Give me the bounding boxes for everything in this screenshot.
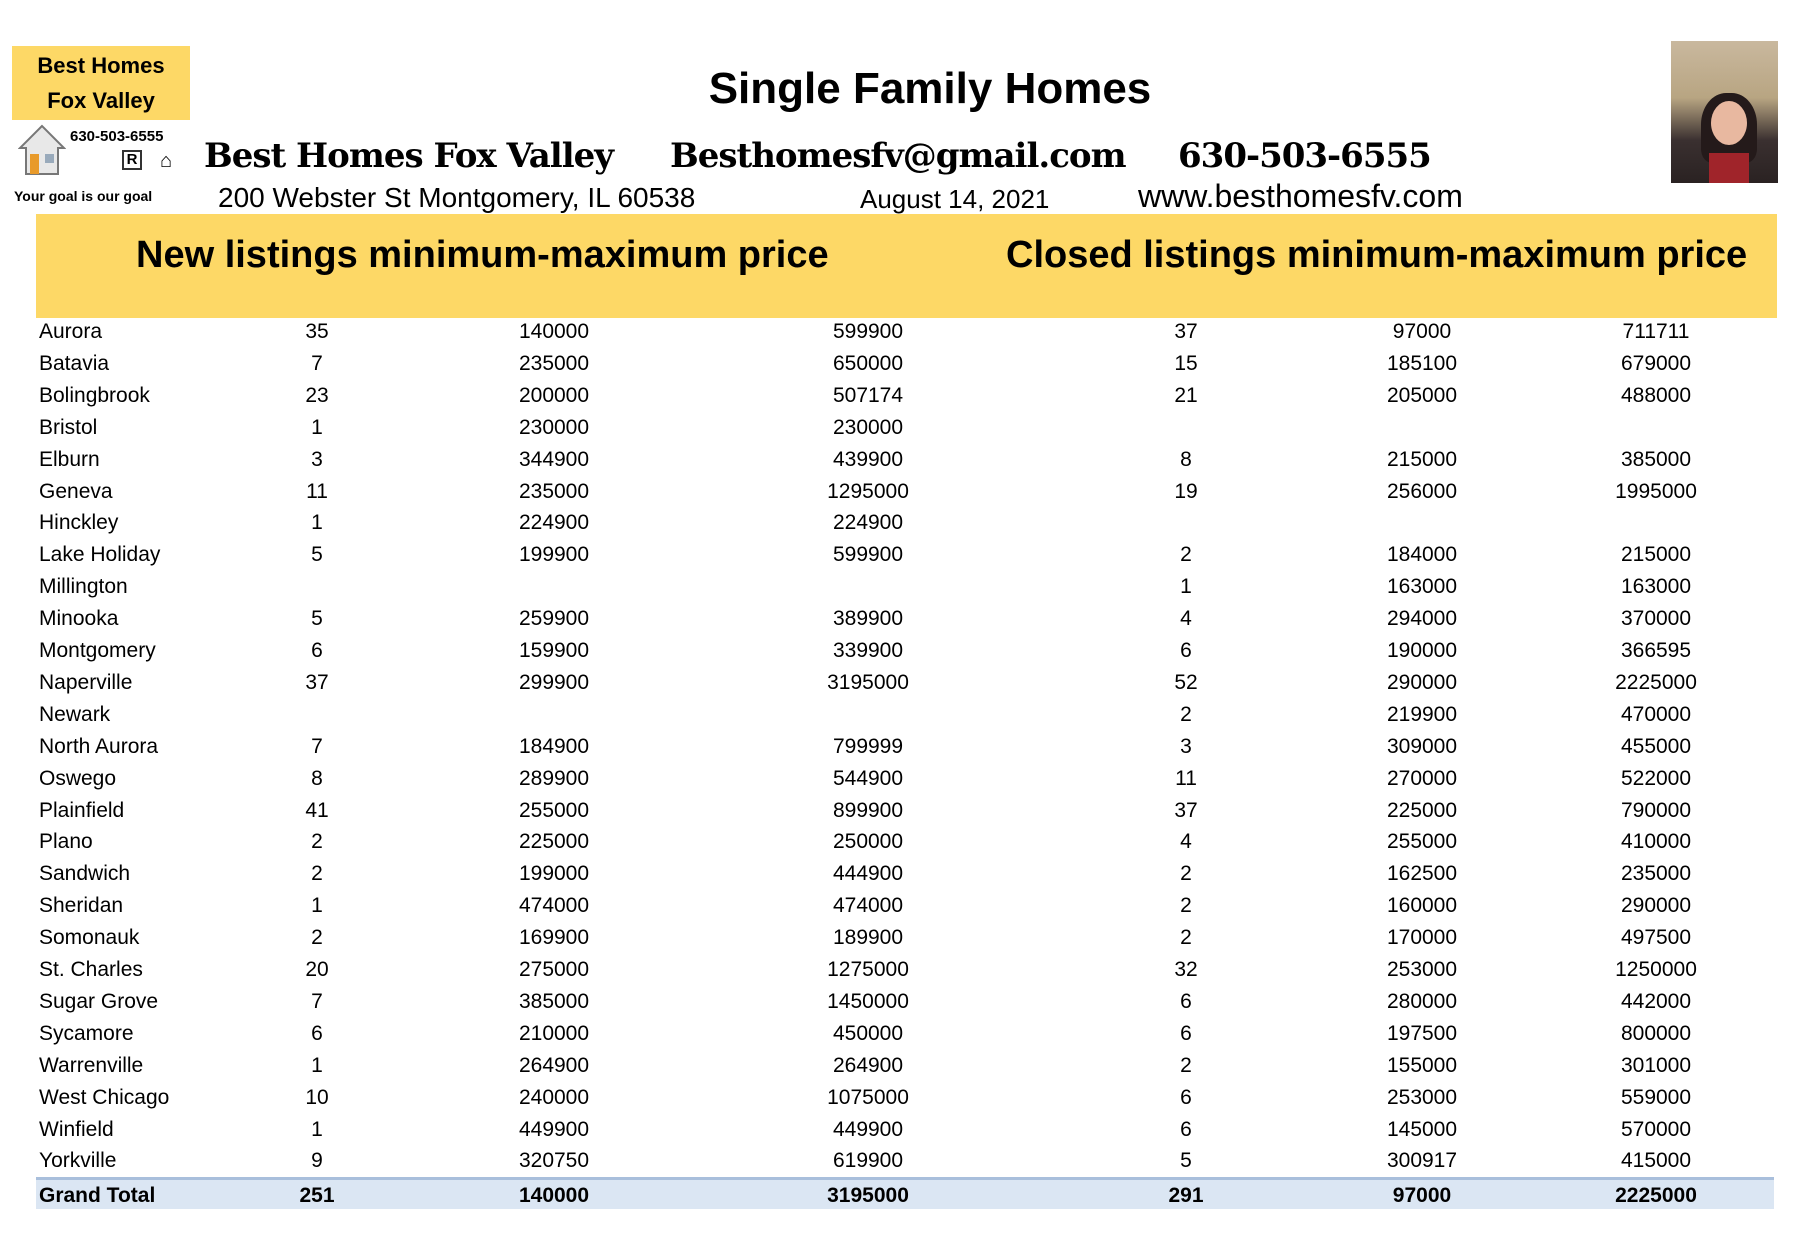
closed-count-cell: 6 (1180, 989, 1192, 1013)
new-count-cell: 20 (305, 958, 329, 981)
closed-min-cell: 256000 (1386, 479, 1458, 503)
table-row (36, 795, 1774, 827)
city-cell: Hinckley (39, 511, 119, 535)
closed-count-cell: 2 (1180, 543, 1192, 567)
table-row (36, 380, 1774, 412)
new-min-cell: 289900 (518, 766, 590, 790)
closed-max-cell: 2225000 (1615, 670, 1697, 694)
new-count-cell: 2 (311, 926, 323, 950)
grand-total-row (36, 1177, 1774, 1209)
closed-count-cell: 37 (1174, 320, 1198, 343)
city-cell: Oswego (39, 766, 117, 790)
closed-count-cell: 1 (1180, 575, 1192, 599)
table-row (36, 412, 1774, 444)
closed-max-cell: 415000 (1620, 1149, 1692, 1173)
new-min-cell: 140000 (518, 320, 590, 343)
new-count-cell: 1 (311, 415, 323, 439)
closed-max-cell: 790000 (1620, 798, 1692, 822)
closed-max-cell: 1250000 (1615, 958, 1697, 981)
city-cell: Minooka (39, 607, 119, 631)
closed-min-cell: 163000 (1386, 575, 1458, 599)
table-row (36, 763, 1774, 795)
closed-count-cell: 19 (1174, 479, 1198, 503)
logo-line1: Best Homes (37, 53, 165, 78)
closed-max-cell: 235000 (1620, 862, 1692, 886)
realtor-icon: R (122, 150, 142, 170)
closed-count-cell: 2 (1180, 702, 1192, 726)
new-count-cell: 41 (305, 798, 329, 822)
brand-name: Best Homes Fox Valley (204, 136, 614, 176)
table-row (36, 1145, 1774, 1177)
city-cell: Naperville (39, 670, 133, 694)
closed-max-cell: 410000 (1620, 830, 1692, 854)
new-count-cell: 7 (311, 734, 323, 758)
new-max-cell: 264900 (832, 1053, 904, 1077)
new-max-cell: 1450000 (827, 989, 909, 1013)
new-count-cell: 2 (311, 830, 323, 854)
new-count-cell: 6 (311, 1021, 323, 1045)
new-min-cell: 264900 (518, 1053, 590, 1077)
closed-max-cell: 2225000 (1615, 1184, 1697, 1208)
closed-max-cell: 442000 (1620, 989, 1692, 1013)
closed-min-cell: 253000 (1386, 958, 1458, 981)
table-row (36, 826, 1774, 858)
closed-max-cell: 800000 (1620, 1021, 1692, 1045)
closed-min-cell: 219900 (1386, 702, 1458, 726)
closed-listings-heading: Closed listings minimum-maximum price (1006, 234, 1748, 276)
table-row (36, 731, 1774, 763)
city-cell: Grand Total (39, 1184, 156, 1208)
new-max-cell: 599900 (832, 320, 904, 343)
closed-count-cell: 8 (1180, 447, 1192, 471)
new-max-cell: 439900 (832, 447, 904, 471)
new-max-cell: 1295000 (827, 479, 909, 503)
closed-max-cell: 559000 (1620, 1085, 1692, 1109)
city-cell: Bristol (39, 415, 98, 439)
closed-min-cell: 215000 (1386, 447, 1458, 471)
closed-count-cell: 6 (1180, 1117, 1192, 1141)
city-cell: Yorkville (39, 1149, 117, 1173)
table-row (36, 348, 1774, 380)
city-cell: Geneva (39, 479, 113, 503)
new-max-cell: 230000 (832, 415, 904, 439)
closed-min-cell: 185100 (1386, 351, 1458, 375)
closed-min-cell: 97000 (1392, 320, 1452, 343)
closed-count-cell: 5 (1180, 1149, 1192, 1173)
new-min-cell: 169900 (518, 926, 590, 950)
closed-max-cell: 163000 (1620, 575, 1692, 599)
new-count-cell: 37 (305, 670, 329, 694)
new-min-cell: 320750 (518, 1149, 590, 1173)
city-cell: Sheridan (39, 894, 124, 918)
logo-phone: 630-503-6555 (70, 128, 164, 145)
new-count-cell: 5 (311, 543, 323, 567)
closed-max-cell: 711711 (1622, 320, 1690, 343)
table-row (36, 571, 1774, 603)
new-min-cell: 235000 (518, 479, 590, 503)
agent-photo (1671, 41, 1778, 183)
new-max-cell: 799999 (832, 734, 904, 758)
new-count-cell: 8 (311, 766, 323, 790)
website-link[interactable]: www.besthomesfv.com (1138, 178, 1463, 214)
new-count-cell: 7 (311, 989, 323, 1013)
table-row (36, 476, 1774, 508)
new-max-cell: 189900 (832, 926, 904, 950)
city-cell: Sandwich (39, 862, 131, 886)
new-count-cell: 11 (306, 479, 328, 503)
table-row (36, 1050, 1774, 1082)
table-row (36, 986, 1774, 1018)
closed-max-cell: 488000 (1620, 383, 1692, 407)
closed-count-cell: 3 (1180, 734, 1192, 758)
new-count-cell: 1 (311, 511, 323, 535)
new-min-cell: 140000 (518, 1184, 590, 1208)
closed-min-cell: 270000 (1386, 766, 1458, 790)
address: 200 Webster St Montgomery, IL 60538 (218, 182, 696, 213)
closed-count-cell: 291 (1168, 1184, 1204, 1208)
closed-min-cell: 290000 (1386, 670, 1458, 694)
closed-count-cell: 37 (1174, 798, 1198, 822)
new-min-cell: 199000 (518, 862, 590, 886)
closed-max-cell: 301000 (1620, 1053, 1692, 1077)
closed-max-cell: 455000 (1620, 734, 1692, 758)
city-cell: Lake Holiday (39, 543, 161, 567)
closed-min-cell: 309000 (1386, 734, 1458, 758)
closed-max-cell: 366595 (1620, 639, 1692, 662)
closed-count-cell: 2 (1180, 1053, 1192, 1077)
closed-min-cell: 253000 (1386, 1085, 1458, 1109)
closed-count-cell: 6 (1180, 639, 1192, 662)
closed-max-cell: 1995000 (1615, 479, 1697, 503)
new-count-cell: 3 (311, 447, 323, 471)
new-max-cell: 619900 (832, 1149, 904, 1173)
new-listings-heading: New listings minimum-maximum price (136, 234, 829, 276)
new-min-cell: 230000 (518, 415, 590, 439)
city-cell: Bolingbrook (39, 383, 150, 407)
new-min-cell: 449900 (518, 1117, 590, 1141)
closed-count-cell: 2 (1180, 926, 1192, 950)
new-min-cell: 159900 (518, 639, 590, 662)
new-min-cell: 299900 (518, 670, 590, 694)
closed-min-cell: 155000 (1386, 1053, 1458, 1077)
new-min-cell: 344900 (518, 447, 590, 471)
new-min-cell: 259900 (518, 607, 590, 631)
house-icon (18, 124, 66, 176)
new-count-cell: 251 (299, 1184, 335, 1208)
email[interactable]: Besthomesfv@gmail.com (670, 136, 1126, 176)
closed-max-cell: 679000 (1620, 351, 1692, 375)
new-max-cell: 1275000 (827, 958, 909, 981)
new-min-cell: 385000 (518, 989, 590, 1013)
report-date: August 14, 2021 (860, 184, 1050, 214)
new-min-cell: 240000 (518, 1085, 590, 1109)
closed-min-cell: 97000 (1392, 1184, 1452, 1208)
new-max-cell: 899900 (832, 798, 904, 822)
city-cell: North Aurora (39, 734, 159, 758)
closed-min-cell: 294000 (1386, 607, 1458, 631)
closed-min-cell: 160000 (1386, 894, 1458, 918)
new-count-cell: 1 (311, 894, 323, 918)
new-count-cell: 6 (311, 639, 323, 662)
closed-max-cell: 570000 (1620, 1117, 1692, 1141)
equal-housing-icon: ⌂ (160, 150, 173, 172)
table-row (36, 316, 1774, 348)
closed-count-cell: 21 (1174, 383, 1198, 407)
new-max-cell: 1075000 (827, 1085, 909, 1109)
closed-min-cell: 184000 (1386, 543, 1458, 567)
closed-max-cell: 370000 (1620, 607, 1692, 631)
closed-count-cell: 2 (1180, 894, 1192, 918)
closed-max-cell: 497500 (1620, 926, 1692, 950)
new-count-cell: 1 (311, 1117, 323, 1141)
closed-count-cell: 6 (1180, 1021, 1192, 1045)
logo-line2: Fox Valley (47, 88, 155, 113)
new-max-cell: 650000 (832, 351, 904, 375)
closed-max-cell: 470000 (1620, 702, 1692, 726)
city-cell: Aurora (39, 320, 103, 343)
city-cell: Winfield (39, 1117, 114, 1141)
table-row (36, 539, 1774, 571)
new-min-cell: 474000 (518, 894, 590, 918)
closed-count-cell: 4 (1180, 607, 1192, 631)
new-count-cell: 2 (311, 862, 323, 886)
table-row (36, 1114, 1774, 1146)
closed-count-cell: 32 (1174, 958, 1198, 981)
new-min-cell: 224900 (518, 511, 590, 535)
phone: 630-503-6555 (1178, 136, 1431, 176)
city-cell: St. Charles (39, 958, 143, 981)
city-cell: Newark (39, 702, 111, 726)
closed-min-cell: 197500 (1386, 1021, 1458, 1045)
new-max-cell: 507174 (832, 383, 904, 407)
new-count-cell: 1 (311, 1053, 323, 1077)
new-min-cell: 184900 (518, 734, 590, 758)
closed-min-cell: 300917 (1386, 1149, 1458, 1173)
city-cell: Sycamore (39, 1021, 134, 1045)
new-min-cell: 210000 (518, 1021, 590, 1045)
table-row (36, 922, 1774, 954)
closed-min-cell: 190000 (1386, 639, 1458, 662)
new-min-cell: 275000 (518, 958, 590, 981)
new-max-cell: 339900 (832, 639, 904, 662)
new-max-cell: 444900 (832, 862, 904, 886)
closed-max-cell: 215000 (1620, 543, 1692, 567)
new-min-cell: 255000 (518, 798, 590, 822)
new-count-cell: 9 (311, 1149, 323, 1173)
table-row (36, 954, 1774, 986)
closed-min-cell: 280000 (1386, 989, 1458, 1013)
closed-min-cell: 225000 (1386, 798, 1458, 822)
city-cell: Montgomery (39, 639, 156, 662)
city-cell: Sugar Grove (39, 989, 159, 1013)
table-row (36, 667, 1774, 699)
city-cell: West Chicago (39, 1085, 170, 1109)
table-row (36, 858, 1774, 890)
new-count-cell: 35 (305, 320, 329, 343)
tagline: Your goal is our goal (14, 188, 153, 204)
closed-min-cell: 170000 (1386, 926, 1458, 950)
closed-count-cell: 11 (1175, 766, 1197, 790)
new-max-cell: 3195000 (827, 1184, 909, 1208)
closed-count-cell: 15 (1174, 351, 1198, 375)
table-row (36, 444, 1774, 476)
new-max-cell: 449900 (832, 1117, 904, 1141)
table-row (36, 507, 1774, 539)
new-count-cell: 10 (305, 1085, 329, 1109)
new-min-cell: 200000 (518, 383, 590, 407)
table-row (36, 635, 1774, 667)
new-max-cell: 389900 (832, 607, 904, 631)
new-max-cell: 224900 (832, 511, 904, 535)
city-cell: Somonauk (39, 926, 140, 950)
closed-min-cell: 205000 (1386, 383, 1458, 407)
new-max-cell: 544900 (832, 766, 904, 790)
table-row (36, 1082, 1774, 1114)
new-max-cell: 450000 (832, 1021, 904, 1045)
new-min-cell: 225000 (518, 830, 590, 854)
new-count-cell: 5 (311, 607, 323, 631)
city-cell: Batavia (39, 351, 110, 375)
new-count-cell: 7 (311, 351, 323, 375)
closed-count-cell: 4 (1180, 830, 1192, 854)
closed-max-cell: 290000 (1620, 894, 1692, 918)
closed-max-cell: 385000 (1620, 447, 1692, 471)
new-max-cell: 599900 (832, 543, 904, 567)
page-title: Single Family Homes (708, 64, 1152, 113)
table-row (36, 890, 1774, 922)
table-row (36, 603, 1774, 635)
city-cell: Warrenville (39, 1053, 144, 1077)
closed-min-cell: 162500 (1386, 862, 1458, 886)
city-cell: Elburn (39, 447, 100, 471)
city-cell: Plano (39, 830, 93, 854)
city-cell: Millington (39, 575, 128, 599)
new-max-cell: 3195000 (827, 670, 909, 694)
new-max-cell: 474000 (832, 894, 904, 918)
closed-max-cell: 522000 (1620, 766, 1692, 790)
closed-min-cell: 145000 (1386, 1117, 1458, 1141)
city-cell: Plainfield (39, 798, 125, 822)
closed-count-cell: 6 (1180, 1085, 1192, 1109)
closed-min-cell: 255000 (1386, 830, 1458, 854)
new-count-cell: 23 (305, 383, 329, 407)
table-row (36, 1018, 1774, 1050)
new-max-cell: 250000 (832, 830, 904, 854)
new-min-cell: 199900 (518, 543, 590, 567)
closed-count-cell: 2 (1180, 862, 1192, 886)
closed-count-cell: 52 (1174, 670, 1198, 694)
table-row (36, 699, 1774, 731)
new-min-cell: 235000 (518, 351, 590, 375)
